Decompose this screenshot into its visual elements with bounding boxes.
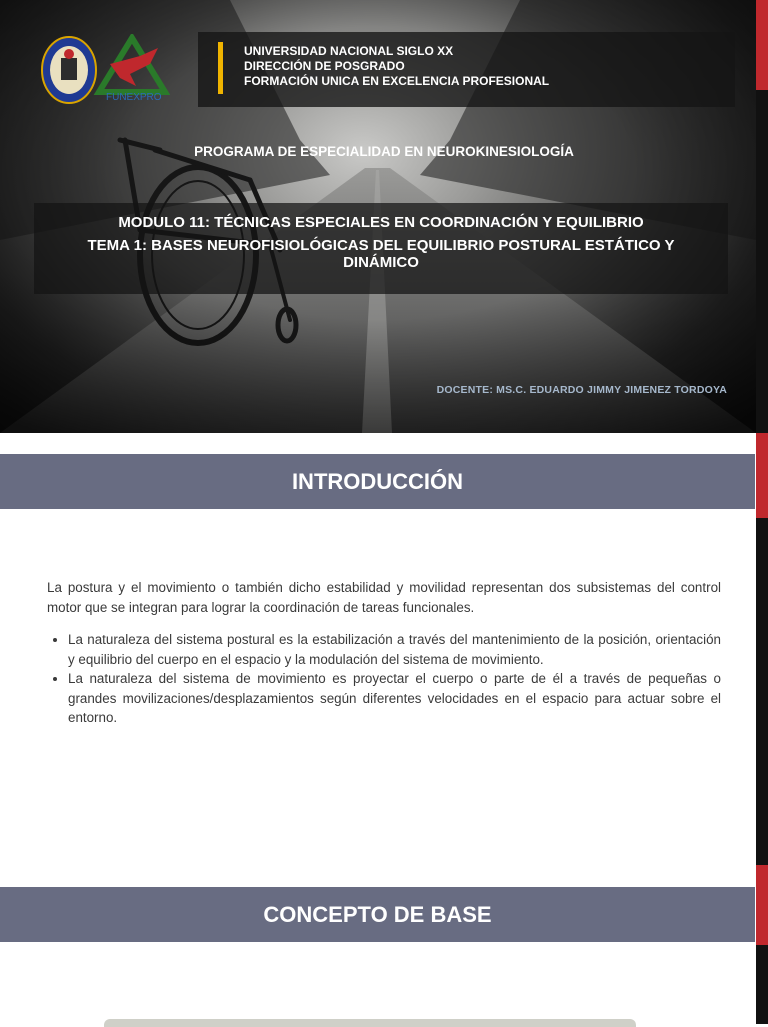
content-box-edge: [104, 1019, 636, 1027]
program-title: PROGRAMA DE ESPECIALIDAD EN NEUROKINESIOLOGÍA: [194, 144, 574, 159]
intro-paragraph: La postura y el movimiento o también dicho estabilidad y movilidad representan dos subsistemas del control motor que se integran para lograr la coordinación de tareas funcionales.: [47, 580, 721, 615]
topic-title: TEMA 1: BASES NEUROFISIOLÓGICAS DEL EQUILIBRIO POSTURAL ESTÁTICO Y DINÁMICO: [87, 237, 675, 271]
section-header-introduction: [0, 454, 755, 509]
svg-text:FUNEXPRO: FUNEXPRO: [106, 92, 162, 103]
accent-bar: [218, 42, 223, 94]
university-name: UNIVERSIDAD NACIONAL SIGLO XX: [244, 44, 454, 58]
department-name: DIRECCIÓN DE POSGRADO: [244, 59, 405, 73]
introduction-content: [47, 578, 721, 728]
side-strip-black: [756, 945, 768, 1024]
side-strip-black: [756, 90, 768, 433]
module-title: MODULO 11: TÉCNICAS ESPECIALES EN COORDINACIÓN Y EQUILIBRIO: [118, 214, 644, 231]
cover-slide: [0, 0, 756, 433]
university-header-text: [244, 44, 549, 89]
university-seal-icon: [42, 37, 96, 103]
side-strip-black: [756, 518, 768, 865]
section-title: CONCEPTO DE BASE: [263, 902, 492, 927]
institution-logos: [40, 34, 170, 106]
section-header-concepto: [0, 887, 755, 942]
intro-bullet-list: [47, 630, 721, 728]
module-box: [34, 203, 728, 294]
list-item: • La naturaleza del sistema postural es la estabilización a través del mantenimiento de la posición, orientación y equilibrio del cuerpo en el espacio y la modulación del sistema de movimiento.: [68, 630, 721, 669]
institution-slogan: FORMACIÓN UNICA EN EXCELENCIA PROFESIONAL: [244, 74, 550, 88]
list-item: • La naturaleza del sistema de movimiento es proyectar el cuerpo o parte de él a través de pequeñas o grandes movilizaciones/desplazamientos según diferentes velocidades en el espacio para actuar sobre el entorno.: [68, 669, 721, 728]
side-strip-red: [756, 865, 768, 945]
section-title: INTRODUCCIÓN: [291, 469, 464, 494]
side-strip-red: [756, 433, 768, 518]
funexpro-logo-icon: [99, 38, 165, 103]
side-strip-red: [756, 0, 768, 90]
university-header-box: [198, 32, 735, 107]
teacher-name: DOCENTE: MS.C. EDUARDO JIMMY JIMENEZ TORDOYA: [436, 384, 727, 396]
